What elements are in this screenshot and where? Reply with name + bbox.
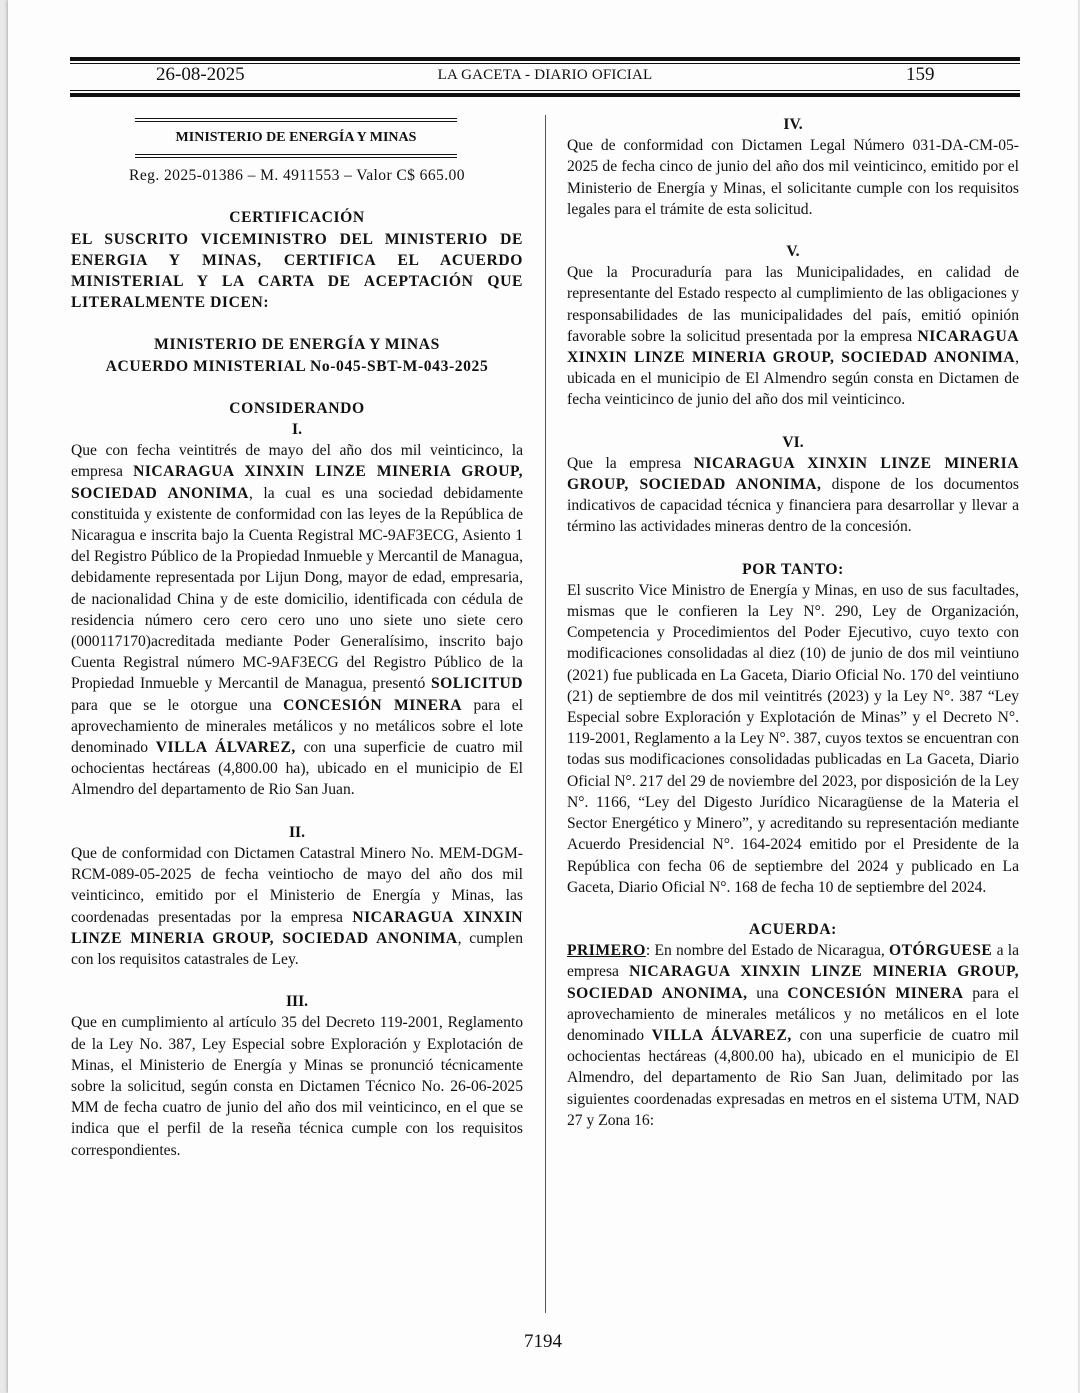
spacer xyxy=(567,898,1019,919)
spacer xyxy=(567,411,1019,432)
text-run: a la empresa xyxy=(567,942,1019,981)
spacer xyxy=(567,538,1019,559)
por-tanto-heading: POR TANTO: xyxy=(742,560,844,578)
header-rule-top-thick xyxy=(70,57,1020,61)
spacer xyxy=(71,377,523,398)
text-run: Que la empresa xyxy=(567,454,694,472)
ministry-heading: MINISTERIO DE ENERGÍA Y MINAS xyxy=(154,336,440,354)
text-run: para el aprovechamiento de minerales metálicos y no metálicos en el lote denominado xyxy=(567,984,1019,1044)
lot-name: VILLA ÁLVAREZ, xyxy=(651,1026,792,1044)
text-run: para el aprovechamiento de minerales metálicos y no metálicos sobre el lote denominado xyxy=(71,696,523,757)
header-page-number: 159 xyxy=(906,64,935,85)
section-heading-iii: III. xyxy=(285,993,309,1011)
company-name: NICARAGUA XINXIN LINZE MINERIA GROUP, SOCIEDAD ANONIMA, xyxy=(567,454,1019,494)
paragraph-por-tanto: El suscrito Vice Ministro de Energía y Minas, en uso de sus facultades, mismas que le confieren la Ley N°. 290, Ley de Organización, Competencia y Procedimientos del Poder Ejecutivo, cuyo texto con modificaciones consolidadas al diez (10) de junio de dos mil veintiuno (2021) fue publicada en La Gaceta, Diario Oficial No. 170 del veintiuno (21) de septiembre de dos mil veintitrés (2023) y la Ley N°. 387 “Ley Especial sobre Exploración y Explotación de Minas” y el Decreto N°. 119-2001, Reglamento a la Ley N°. 387, cuyos textos se encuentran con todas sus modificaciones consolidadas publicadas en La Gaceta, Diario Oficial N°. 217 del 29 de noviembre del 2023, por disposición de la Ley N°. 1166, “Ley del Digesto Jurídico Nicaragüense de la Materia el Sector Energético y Minero”, y acreditando su representación mediante Acuerdo Presidencial N°. 164-2024 emitido por el Presidente de la República con fecha 06 de septiembre del 2024 y publicado en La Gaceta, Diario Oficial N°. 168 de fecha 10 de septiembre del 2024. xyxy=(567,581,1019,896)
paragraph-ii xyxy=(71,843,523,970)
paragraph-v xyxy=(567,262,1019,410)
concesion-bold: CONCESIÓN MINERA xyxy=(283,696,463,714)
ministry-box-title: MINISTERIO DE ENERGÍA Y MINAS xyxy=(175,130,417,145)
lot-name: VILLA ÁLVAREZ, xyxy=(155,739,296,757)
text-run: : En nombre del Estado de Nicaragua, xyxy=(645,942,890,960)
company-name: NICARAGUA XINXIN LINZE MINERIA GROUP, SOCIEDAD ANONIMA xyxy=(71,908,524,947)
paragraph-vi xyxy=(567,453,1019,538)
company-name: NICARAGUA XINXIN LINZE MINERIA GROUP, SOCIEDAD ANONIMA xyxy=(71,463,523,502)
text-run: , cumplen con los requisitos catastrales de Ley. xyxy=(71,929,524,968)
column-divider xyxy=(545,115,546,1313)
text-run: con una superficie de cuatro mil ochocientas hectáreas (4,800.00 ha), ubicado en el municipio de El Almendro, del departamento de Rio San Juan, delimitado por las siguientes coordenadas expresadas en metros en el sistema UTM, NAD 27 y Zona 16: xyxy=(567,1026,1019,1129)
otorguese-bold: OTÓRGUESE xyxy=(889,942,993,960)
paragraph-primero xyxy=(567,940,1019,1131)
ministry-box-rule-bottom xyxy=(135,154,457,158)
concesion-bold: CONCESIÓN MINERA xyxy=(787,984,964,1002)
header-rule-bottom-thin xyxy=(70,90,1020,91)
right-column xyxy=(567,114,1019,1131)
spacer xyxy=(71,970,523,991)
acuerdo-heading: ACUERDO MINISTERIAL No-045-SBT-M-043-2025 xyxy=(105,357,489,375)
acuerda-heading: ACUERDA: xyxy=(749,920,837,938)
section-heading-vi: VI. xyxy=(782,433,804,451)
footer-page-number: 7194 xyxy=(524,1331,562,1352)
paragraph-iv: Que de conformidad con Dictamen Legal Número 031-DA-CM-05-2025 de fecha cinco de junio del año dos mil veinticinco, emitido por el Ministerio de Energía y Minas, el solicitante cumple con los requisitos legales para el trámite de esta solicitud. xyxy=(567,137,1019,218)
company-name: NICARAGUA XINXIN LINZE MINERIA GROUP, SOCIEDAD ANONIMA xyxy=(567,327,1019,367)
text-run: dispone de los documentos indicativos de capacidad técnica y financiera para desarrollar y llevar a término las actividades mineras dentro de la concesión. xyxy=(567,476,1019,536)
spacer xyxy=(567,220,1019,241)
paragraph-iii: Que en cumplimiento al artículo 35 del Decreto 119-2001, Reglamento de la Ley No. 387, Ley Especial sobre Exploración y Explotación de Minas, el Ministerio de Energía y Minas se pronunció técnicamente sobre la solicitud, según consta en Dictamen Técnico No. 26-06-2025 MM de fecha cuatro de junio del año dos mil veinticinco, en el que se indica que el perfil de la reseña técnica cumple con los requisitos correspondientes. xyxy=(71,1014,523,1159)
text-run: Que con fecha veintitrés de mayo del año dos mil veinticinco, la empresa xyxy=(71,442,523,481)
ministry-box xyxy=(135,118,457,158)
certification-text: EL SUSCRITO VICEMINISTRO DEL MINISTERIO DE ENERGIA Y MINAS, CERTIFICA EL ACUERDO MINISTERIAL Y LA CARTA DE ACEPTACIÓN QUE LITERALMENTE DICEN: xyxy=(71,230,523,312)
page-header xyxy=(70,64,1020,88)
text-run: Que de conformidad con Dictamen Catastral Minero No. MEM-DGM-RCM-089-05-2025 de fecha veintiocho de mayo del año dos mil veinticinco, emitido por el Ministerio de Energía y Minas, las coordenadas presentadas por la empresa xyxy=(71,844,523,926)
text-run: , la cual es una sociedad debidamente constituida y existente de conformidad con las leyes de la República de Nicaragua e inscrita bajo la Cuenta Registral MC-9AF3ECG, Asiento 1 del Registro Público de la Propiedad Inmueble y Mercantil de Managua, debidamente representada por Lijun Dong, mayor de edad, empresaria, de nacionalidad China y de este domicilio, identificada con cédula de residencia número cero cero cero uno uno siete uno siete cero (000117170)acreditada mediante Poder Generalísimo, inscrito bajo Cuenta Registral número MC-9AF3ECG del Registro Público de la Propiedad Inmueble y Mercantil de Managua, presentó xyxy=(71,484,523,693)
text-run: Que la Procuraduría para las Municipalidades, en calidad de representante del Estado respecto al cumplimiento de las obligaciones y responsabilidades de las municipalidades del país, emitió opinión favorable sobre la solicitud presentada por la empresa xyxy=(567,264,1019,345)
header-rule-bottom-thick xyxy=(70,93,1020,97)
certification-title: CERTIFICACIÓN xyxy=(229,209,365,227)
primero-label: PRIMERO xyxy=(567,942,646,960)
header-date: 26-08-2025 xyxy=(156,64,245,85)
registration-line: Reg. 2025-01386 – M. 4911553 – Valor C$ 665.00 xyxy=(129,167,465,185)
section-heading-iv: IV. xyxy=(783,116,803,133)
text-run: una xyxy=(747,984,788,1002)
section-heading-ii: II. xyxy=(288,823,306,841)
header-title: LA GACETA - DIARIO OFICIAL xyxy=(437,67,653,83)
spacer xyxy=(71,313,523,334)
text-run: , ubicada en el municipio de El Almendro según consta en Dictamen de fecha veinticinco de junio del año dos mil veinticinco. xyxy=(567,349,1019,409)
text-run: para que se le otorgue una xyxy=(71,696,284,714)
section-heading-v: V. xyxy=(786,243,800,261)
paragraph-i xyxy=(71,440,523,800)
solicitud-bold: SOLICITUD xyxy=(430,675,523,693)
left-column xyxy=(71,114,523,1161)
considerando-heading: CONSIDERANDO xyxy=(229,399,365,417)
company-name: NICARAGUA XINXIN LINZE MINERIA GROUP, SOCIEDAD ANONIMA, xyxy=(567,963,1019,1002)
text-run: con una superficie de cuatro mil ochocientas hectáreas (4,800.00 ha), ubicado en el municipio de El Almendro del departamento de Rio San Juan. xyxy=(71,739,523,799)
spacer xyxy=(71,801,523,822)
section-heading-i: I. xyxy=(292,421,302,439)
spacer xyxy=(71,186,523,207)
gazette-page xyxy=(8,0,1078,1393)
